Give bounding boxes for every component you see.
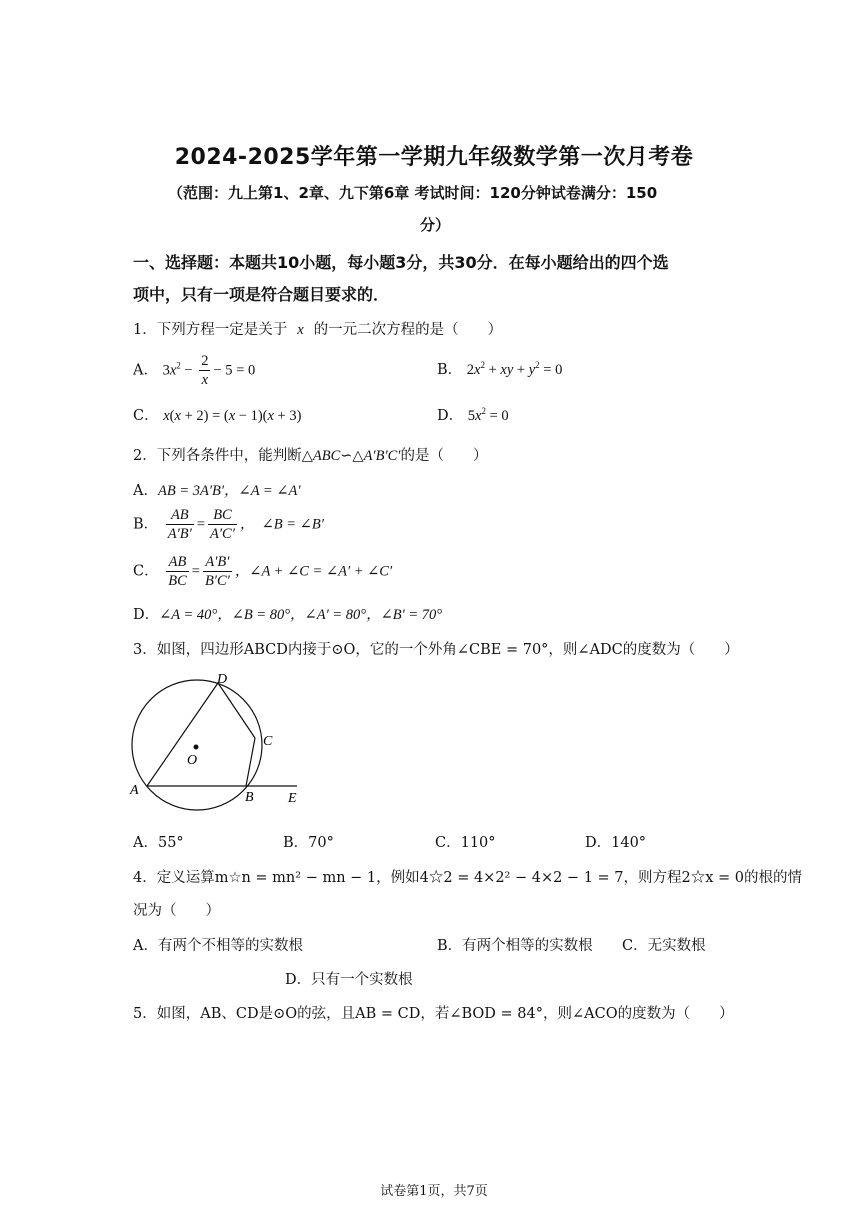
section-heading-line1: 一、选择题：本题共10小题，每小题3分，共30分．在每小题给出的四个选 [133,253,669,272]
q1-option-a: A． $3x^2$ − $\frac{2}{x}$ − 5 = 0 [133,353,256,388]
q1-option-c: C． x(x + 2) = (x − 1)(x + 3) [133,408,302,424]
q4-option-a: A．有两个不相等的实数根 [133,938,303,954]
q2-option-a: A．AB = 3A′B′，∠A = ∠A′ [133,483,301,499]
q4-stem-line2: 况为（ ） [133,903,220,919]
exam-scope-line1: （范围：九上第1、2章、九下第6章 考试时间：120分钟试卷满分：150 [168,184,658,202]
q1-option-b: B． $2x^2$ + xy + $y^2 = 0$ [437,360,563,378]
exam-scope-line2: 分） [420,216,451,234]
q3-label-c: C [263,734,273,749]
q5-stem: 5．如图，AB、CD是⊙O的弦，且AB = CD，若∠BOD = 84°，则∠ACO的度数为（ ） [133,1006,734,1022]
q3-option-b: B．70° [283,835,334,851]
q4-option-b: B．有两个相等的实数根 [437,938,593,954]
q3-label-o: O [187,753,198,768]
q2-option-d: D．∠A = 40°，∠B = 80°，∠A′ = 80°，∠B′ = 70° [133,607,443,623]
page-title: 2024-2025学年第一学期九年级数学第一次月考卷 [174,145,694,170]
q2-option-c: C． $\frac{AB}{BC}$ = $\frac{A'B'}{B'C'}$ ，∠A + ∠C = ∠A′ + ∠C′ [133,554,393,589]
q3-option-a: A．55° [133,835,184,851]
q3-stem: 3．如图，四边形ABCD内接于⊙O，它的一个外角∠CBE = 70°，则∠ADC的度数为（ ） [133,642,739,658]
q2-stem: 2．下列各条件中，能判断△ABC∽△A′B′C′的是（ ） [133,448,488,464]
q3-label-a: A [130,783,139,798]
q3-option-d: D．140° [585,835,647,851]
q2-option-b: B． $\frac{AB}{A'B'}$ = $\frac{BC}{A'C'}$ ， ∠B = ∠B′ [133,507,324,542]
q3-label-d: D [217,672,228,687]
q4-option-d: D．只有一个实数根 [285,972,413,988]
q3-option-c: C．110° [435,835,496,851]
q4-option-c: C．无实数根 [622,938,706,954]
q1-option-d: D． $5x^2 = 0$ [437,406,509,424]
page-footer: 试卷第1页，共7页 [380,1184,488,1199]
q3-label-b: B [245,790,254,805]
q3-circle-figure [125,668,315,813]
q4-stem-line1: 4．定义运算m☆n = mn² − mn − 1，例如4☆2 = 4×2² − 4×2 − 1 = 7，则方程2☆x = 0的根的情 [133,870,803,886]
q1-stem: 1．下列方程一定是关于 x 的一元二次方程的是（ ） [133,322,503,338]
q3-label-e: E [288,791,297,806]
section-heading-line2: 项中，只有一项是符合题目要求的． [133,285,390,304]
